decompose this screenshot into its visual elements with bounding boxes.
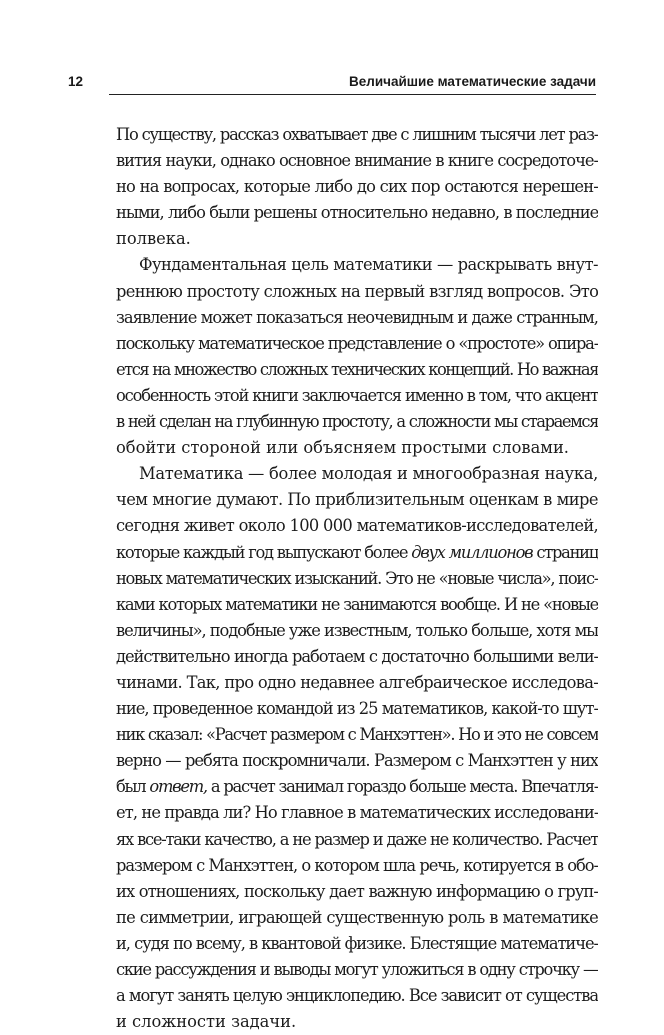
text-line: полвека. [116, 229, 191, 249]
text-line: чем многие думают. По приблизительным оценкам в мире [116, 490, 598, 510]
text-line: поскольку математическое представление о «простоте» опира- [116, 333, 598, 353]
book-title: Величайшие математические задачи [349, 74, 596, 89]
text-line: ник сказал: «Расчет размером с Манхэттен». Но и это не совсем [116, 725, 598, 745]
text-line: ными, либо были решены относительно недавно, в последние [116, 203, 598, 223]
text-line: которые каждый год выпускают более двух миллионов страниц [116, 542, 598, 562]
text-line: ние, проведенное командой из 25 математиков, какой-то шут- [116, 699, 598, 719]
text-line: был ответ, а расчет занимал гораздо больше места. Впечатля- [116, 777, 598, 797]
text-line: обойти стороной или объясняем простыми словами. [116, 438, 569, 458]
text-line: ет, не правда ли? Но главное в математических исследовани- [116, 803, 598, 823]
text-line: чинами. Так, про одно недавнее алгебраическое исследова- [116, 672, 598, 692]
text-line: сегодня живет около 100 000 математиков-исследователей, [116, 516, 598, 536]
text-line: Математика — более молодая и многообразная наука, [139, 464, 598, 484]
text-line: их отношениях, поскольку дает важную информацию о груп- [116, 881, 598, 901]
text-line: реннюю простоту сложных на первый взгляд вопросов. Это [116, 281, 598, 301]
header-rule [109, 94, 596, 95]
text-line: величины», подобные уже известным, только больше, хотя мы [116, 620, 598, 640]
text-line: размером с Манхэттен, о котором шла речь, котируется в обо- [116, 855, 598, 875]
paragraph [116, 252, 598, 461]
text-line: а могут занять целую энциклопедию. Все зависит от существа [116, 986, 598, 1006]
text-line: в ней сделан на глубинную простоту, а сложности мы стараемся [116, 412, 598, 432]
text-line: особенность этой книги заключается именно в том, что акцент [116, 385, 598, 405]
text-line: и, судя по всему, в квантовой физике. Блестящие математиче- [116, 933, 598, 953]
text-line: действительно иногда работаем с достаточно большими вели- [116, 646, 598, 666]
text-line: По существу, рассказ охватывает две с лишним тысячи лет раз- [116, 125, 598, 144]
running-head [68, 74, 596, 92]
text-line: верно — ребята поскромничали. Размером с Манхэттен у них [116, 751, 598, 771]
text-line: ях все-таки качество, а не размер и даже не количество. Расчет [116, 829, 598, 849]
text-line: ется на множество сложных технических концепций. Но важная [116, 359, 598, 379]
body-text [116, 122, 598, 1035]
page-number: 12 [68, 74, 84, 89]
paragraph [116, 461, 598, 1035]
text-line: новых математических изысканий. Это не «новые числа», поис- [116, 568, 598, 588]
text-line: но на вопросах, которые либо до сих пор остаются нерешен- [116, 177, 598, 197]
text-line: ские рассуждения и выводы могут уложиться в одну строчку — [116, 960, 598, 979]
text-line: пе симметрии, играющей существенную роль в математике [116, 907, 598, 927]
text-line: заявление может показаться неочевидным и даже странным, [116, 307, 598, 327]
text-line: ками которых математики не занимаются вообще. И не «новые [116, 594, 598, 614]
text-line: и сложности задачи. [116, 1012, 297, 1032]
text-line: вития науки, однако основное внимание в книге сосредоточе- [116, 151, 598, 171]
paragraph [116, 122, 598, 252]
text-line: Фундаментальная цель математики — раскрывать внут- [139, 255, 598, 275]
